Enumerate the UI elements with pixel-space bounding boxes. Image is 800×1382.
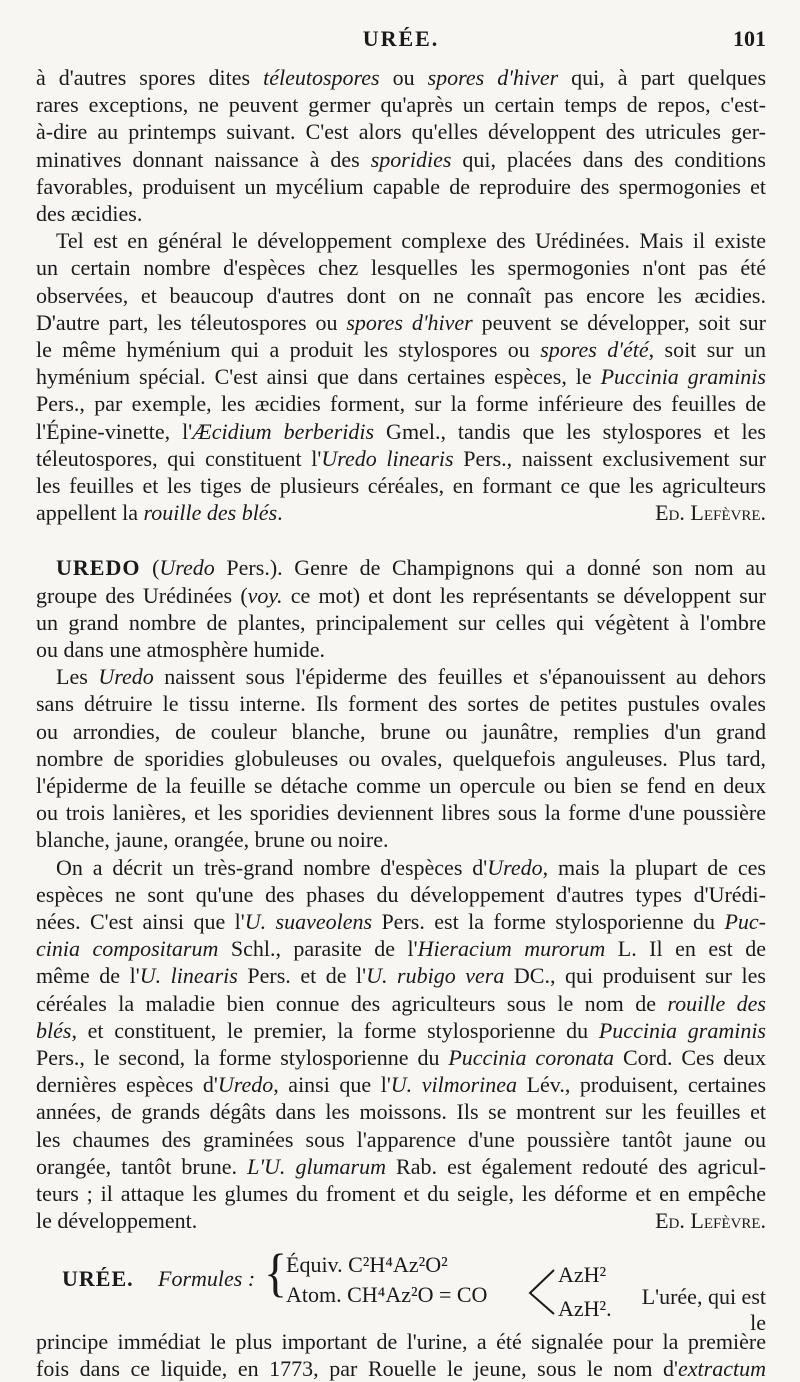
text-line: des æcidies. [36, 201, 143, 226]
text-line: blanche, jaune, orangée, brune ou noire. [36, 827, 389, 853]
text-line: appellent la rouille des blés. [36, 500, 283, 526]
text-line: orangée, tantôt brune. L'U. glumarum Rab. est également redouté des agricul- [36, 1153, 766, 1179]
text-line: principe immédiat le plus important de l'urine, a été signalée pour la première [36, 1329, 766, 1355]
text-line: même de l'U. linearis Pers. et de l'U. rubigo vera DC., qui produisent sur les [36, 963, 766, 989]
text-line: Pers., le second, la forme stylosporienne du Puccinia coronata Cord. Ces deux [36, 1045, 767, 1070]
brace: { [264, 1244, 288, 1303]
formula-block [36, 1244, 766, 1336]
text-line: cinia compositarum Schl., parasite de l'Hieracium murorum L. Il en est de [36, 936, 766, 962]
text-line: On a décrit un très-grand nombre d'espèces d'Uredo, mais la plupart de ces [56, 854, 766, 880]
text-line: à-dire au printemps suivant. C'est alors qu'elles développent des utricules ger- [36, 119, 766, 145]
entry-heading: UREDO [56, 555, 141, 581]
text-line: minatives donnant naissance à des sporidies qui, placées dans des conditions [36, 146, 766, 172]
page-number: 101 [733, 26, 766, 51]
text-line: le même hyménium qui a produit les stylospores ou spores d'été, soit sur un [36, 337, 766, 362]
text-line: les chaumes des graminées sous l'apparence d'une poussière tantôt jaune ou [36, 1126, 766, 1152]
text-tail: L'urée, qui est le [641, 1284, 766, 1336]
text-line: rares exceptions, ne peuvent germer qu'après un certain temps de repos, c'est- [36, 92, 766, 118]
text-line: l'Épine-vinette, l'Æcidium berberidis Gmel., tandis que les stylospores et les [36, 418, 766, 444]
signature: Ed. Lefèvre. [655, 500, 766, 526]
text-line: nombre de sporidies globuleuses ou ovales, quelquefois anguleuses. Plus tard, [36, 745, 766, 771]
text-line: le développement. [36, 1208, 198, 1234]
text-line: teurs ; il attaque les glumes du froment et du seigle, les déforme et en empêche [36, 1181, 766, 1206]
text-line: hyménium spécial. C'est ainsi que dans certaines espèces, le Puccinia graminis [36, 364, 766, 390]
text-line: l'épiderme de la feuille se détache comme un opercule ou bien se fend en deux [36, 773, 766, 798]
text-line: à d'autres spores dites téleutospores ou spores d'hiver qui, à part quelques [36, 65, 767, 90]
text-line: UREDO (Uredo Pers.). Genre de Champignons qui a donné son nom au [56, 555, 767, 581]
formula-label: Formules : [158, 1266, 256, 1292]
text-line: D'autre part, les téleutospores ou spores d'hiver peuvent se développer, soit sur [36, 309, 767, 335]
text-line: Tel est en général le développement complexe des Urédinées. Mais il existe [56, 228, 766, 254]
text-line: groupe des Urédinées (voy. ce mot) et dont les représentants se développent sur [36, 582, 766, 608]
text-line: favorables, produisent un mycélium capable de reproduire des spermogonies et [36, 173, 766, 199]
formula-atom: Atom. CH⁴Az²O = CO [286, 1282, 488, 1308]
text-line: sans détruire le tissu interne. Ils forment des sortes de petites pustules ovales [36, 691, 766, 717]
text-line: un certain nombre d'espèces chez lesquelles les spermogonies n'ont pas été [36, 255, 766, 281]
text-line: Pers., par exemple, les æcidies forment, sur la forme inférieure des feuilles de [36, 391, 766, 417]
running-head-title: URÉE. [362, 26, 440, 51]
signature: Ed. Lefèvre. [655, 1208, 766, 1234]
text-line: nées. C'est ainsi que l'U. suaveolens Pers. est la forme stylosporienne du Puc- [36, 909, 766, 934]
text-line: téleutospores, qui constituent l'Uredo linearis Pers., naissent exclusivement sur [36, 445, 766, 471]
text-line: observées, et beaucoup d'autres dont on ne connaît pas encore les æcidies. [36, 282, 766, 308]
text-line: un grand nombre de plantes, principalement sur celles qui végètent à l'ombre [36, 609, 766, 635]
text-line: dernières espèces d'Uredo, ainsi que l'U. vilmorinea Lév., produisent, certaines [36, 1072, 766, 1098]
text-line: espèces ne sont qu'une des phases du développement d'autres types d'Urédi- [36, 881, 766, 907]
text-line: fois dans ce liquide, en 1773, par Rouelle le jeune, sous le nom d'extractum [36, 1356, 766, 1382]
text-line: ou dans une atmosphère humide. [36, 637, 325, 662]
formula-az1: AzH² [558, 1262, 607, 1288]
running-head [36, 26, 766, 56]
text-line: les feuilles et les tiges de plusieurs céréales, en formant ce que les agriculteurs [36, 473, 766, 498]
text-line: céréales la maladie bien connue des agriculteurs sous le nom de rouille des [36, 990, 766, 1016]
text-line: Les Uredo naissent sous l'épiderme des feuilles et s'épanouissent au dehors [56, 664, 767, 690]
text-line: années, de grands dégâts dans les moissons. Ils se montrent sur les feuilles et [36, 1099, 766, 1125]
entry-heading: URÉE. [62, 1266, 134, 1292]
formula-equiv: Équiv. C²H⁴Az²O² [286, 1252, 448, 1278]
text-line: ou trois lanières, et les sporidies deviennent libres sous la forme d'une poussière [36, 800, 766, 826]
text-line: ou arrondies, de couleur blanche, brune ou jaunâtre, remplies d'un grand [36, 718, 766, 744]
text-line: blés, et constituent, le premier, la forme stylosporienne du Puccinia graminis [36, 1017, 766, 1043]
formula-az2: AzH². [558, 1296, 612, 1322]
formula-branch [526, 1266, 556, 1316]
